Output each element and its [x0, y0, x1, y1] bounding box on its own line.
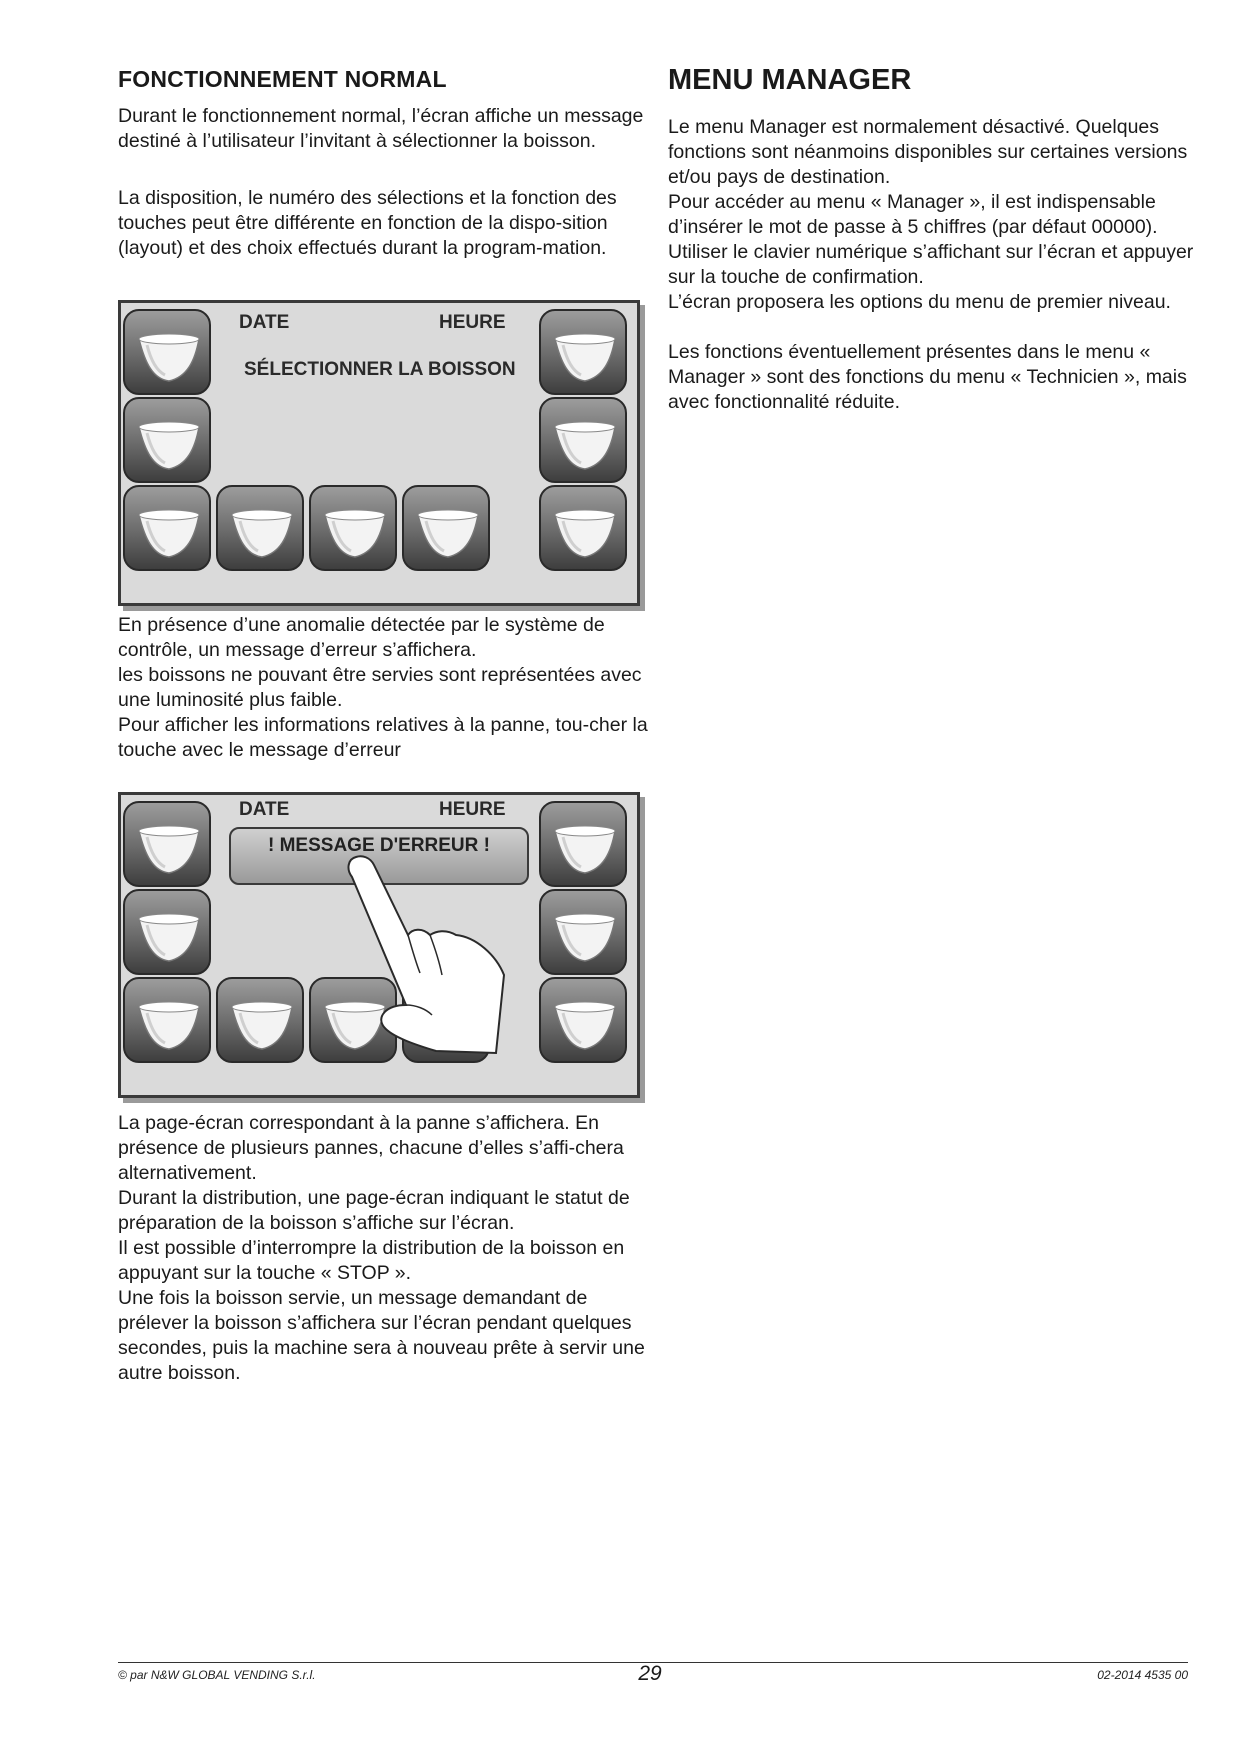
paragraph-normal-1: Durant le fonctionnement normal, l’écran affiche un message destiné à l’utilisateur l’invitant à sélectionner la boisson. — [118, 105, 644, 152]
cup-icon — [135, 911, 203, 965]
drink-button[interactable] — [539, 977, 627, 1063]
paragraph-unavailable: les boissons ne pouvant être servies sont représentées avec une luminosité plus faible. — [118, 664, 642, 711]
section-heading-normal-operation: FONCTIONNEMENT NORMAL — [118, 66, 447, 92]
drink-button[interactable] — [402, 485, 490, 571]
cup-icon — [321, 507, 389, 561]
drink-button[interactable] — [539, 309, 627, 395]
drink-button[interactable] — [539, 397, 627, 483]
cup-icon — [228, 999, 296, 1053]
paragraph-stop: Il est possible d’interrompre la distribution de la boisson en appuyant sur la touche « STOP ». — [118, 1237, 625, 1284]
paragraph-manager-3: Utiliser le clavier numérique s’affichant sur l’écran et appuyer sur la touche de confirmation. — [668, 241, 1194, 288]
drink-button[interactable] — [216, 485, 304, 571]
error-message-text: ! MESSAGE D'ERREUR ! — [268, 835, 490, 856]
date-label: DATE — [239, 799, 290, 820]
cup-icon — [414, 507, 482, 561]
drink-button[interactable] — [539, 485, 627, 571]
cup-icon — [135, 999, 203, 1053]
drink-button[interactable] — [123, 485, 211, 571]
drink-button[interactable] — [123, 801, 211, 887]
select-drink-message: SÉLECTIONNER LA BOISSON — [244, 359, 516, 380]
cup-icon — [551, 507, 619, 561]
cup-icon — [551, 999, 619, 1053]
paragraph-fault-page: La page-écran correspondant à la panne s’affichera. En présence de plusieurs pannes, chacune d’elles s’affi-chera alternativement. — [118, 1112, 624, 1184]
drink-button[interactable] — [216, 977, 304, 1063]
cup-icon — [135, 823, 203, 877]
screen-error-message — [118, 792, 640, 1098]
paragraph-distribution: Durant la distribution, une page-écran indiquant le statut de préparation de la boisson s’affiche sur l’écran. — [118, 1187, 630, 1234]
footer-copyright: © par N&W GLOBAL VENDING S.r.l. — [118, 1668, 316, 1682]
cup-icon — [551, 911, 619, 965]
date-label: DATE — [239, 312, 290, 333]
paragraph-normal-2: La disposition, le numéro des sélections et la fonction des touches peut être différente en fonction de la dispo-sition (layout) et des choix effectués durant la program-mation. — [118, 187, 617, 259]
drink-button[interactable] — [123, 977, 211, 1063]
cup-icon — [135, 419, 203, 473]
drink-button[interactable] — [539, 801, 627, 887]
section-heading-manager-menu: MENU MANAGER — [668, 64, 912, 96]
cup-icon — [551, 419, 619, 473]
cup-icon — [135, 331, 203, 385]
drink-button[interactable] — [123, 397, 211, 483]
paragraph-manager-2: Pour accéder au menu « Manager », il est indispensable d’insérer le mot de passe à 5 chiffres (par défaut 00000). — [668, 191, 1158, 238]
time-label: HEURE — [439, 312, 506, 333]
cup-icon — [551, 331, 619, 385]
drink-button[interactable] — [309, 485, 397, 571]
drink-button[interactable] — [123, 309, 211, 395]
paragraph-manager-1: Le menu Manager est normalement désactivé. Quelques fonctions sont néanmoins disponibles sur certaines versions et/ou pays de destination. — [668, 116, 1188, 188]
paragraph-anomaly: En présence d’une anomalie détectée par le système de contrôle, un message d’erreur s’affichera. — [118, 614, 605, 661]
screen-select-drink — [118, 300, 640, 606]
paragraph-manager-5: Les fonctions éventuellement présentes dans le menu « Manager » sont des fonctions du menu « Technicien », mais avec fonctionnalité réduite. — [668, 341, 1187, 413]
page-number: 29 — [638, 1662, 662, 1685]
cup-icon — [228, 507, 296, 561]
hand-pointer-icon — [346, 855, 506, 1055]
drink-button[interactable] — [539, 889, 627, 975]
time-label: HEURE — [439, 799, 506, 820]
drink-button[interactable] — [123, 889, 211, 975]
cup-icon — [135, 507, 203, 561]
paragraph-served: Une fois la boisson servie, un message demandant de prélever la boisson s’affichera sur l’écran pendant quelques secondes, puis la machine sera à nouveau prête à servir une autre boisson. — [118, 1287, 645, 1384]
cup-icon — [551, 823, 619, 877]
paragraph-show-fault: Pour afficher les informations relatives à la panne, tou-cher la touche avec le message d’erreur — [118, 714, 648, 761]
footer-doc-code: 02-2014 4535 00 — [1097, 1668, 1188, 1682]
paragraph-manager-4: L’écran proposera les options du menu de premier niveau. — [668, 291, 1171, 313]
